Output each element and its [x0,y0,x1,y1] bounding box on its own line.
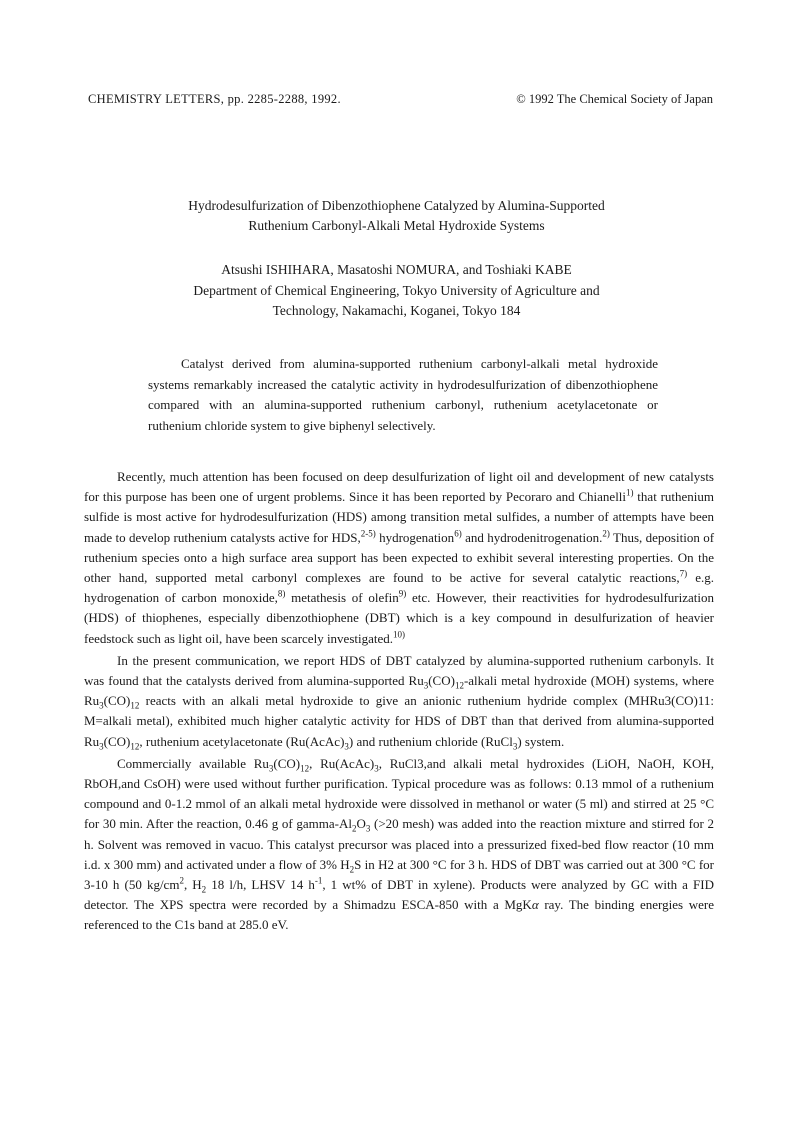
ref-marker: 2-5) [360,528,376,539]
paragraph-3: Commercially available $Ru_3(CO)_{12}$, $Ru(AcAc)_3$, RuCl3,and alkali metal hydroxides (LiOH, NaOH, KOH, RbOH,and CsOH) were used without further purification. Typical procedure was as follows: 0.13 mmol of a ruthenium compound and 0-1.2 mmol of an alkali metal hydroxide were dissolved in methanol or water (5 ml) and stirred at 25 °C for 30 min. After the reaction, 0.46 g of gamma-$Al_2O_3$ (>20 mesh) was added into the reaction mixture and stirred for 2 h. Solvent was removed in vacuo. This catalyst precursor was placed into a pressurized fixed-bed flow reactor (10 mm i.d. x 300 mm) and activated under a flow of 3% $H_2S$ in H2 at 300 °C for 3 h. HDS of DBT was carried out at 300 °C for 3-10 h (50 $kg/cm^2$, $H_2$ 18 l/h, LHSV 14 $h^{-1}$, 1 wt% of DBT in xylene). Products were analyzed by GC with a FID detector. The XPS spectra were recorded by a Shimadzu ESCA-850 with a MgKα ray. The binding energies were referenced to the C1s band at 285.0 eV. [84,755,714,933]
ref-marker: 1) [626,487,634,498]
affiliation-line-1: Department of Chemical Engineering, Tokyo University of Agriculture and [193,282,600,298]
ref-marker: 10) [393,629,406,640]
journal-citation: CHEMISTRY LETTERS, pp. 2285-2288, 1992. [88,92,341,106]
title-line-2: Ruthenium Carbonyl-Alkali Metal Hydroxide Systems [248,218,545,233]
alpha-symbol: α [531,897,539,913]
copyright-notice: © 1992 The Chemical Society of Japan [516,92,713,106]
paragraph-2: In the present communication, we report HDS of DBT catalyzed by alumina-supported ruthenium carbonyls. It was found that the catalysts derived from alumina-supported $Ru_3(CO)_{12}$-alkali metal hydroxide (MOH) systems, where $Ru_3(CO)_{12}$ reacts with an alkali metal hydroxide to give an anionic ruthenium hydride complex (MHRu3(CO)11: M=alkali metal), exhibited much higher catalytic activity for HDS of DBT than that derived from alumina-supported $Ru_3(CO)_{12}$, ruthenium acetylacetonate $(Ru(AcAc)_3)$ and ruthenium chloride (RuCl$_3$) system. [84,652,714,752]
ref-marker: 9) [398,588,407,599]
body-text [84,467,714,938]
page-header [88,92,713,110]
ref-marker: 6) [454,528,462,539]
ref-marker: 2) [602,528,610,539]
author-block [0,260,793,322]
author-names: Atsushi ISHIHARA, Masatoshi NOMURA, and Toshiaki KABE [221,262,572,277]
paper-title [0,196,793,236]
ref-marker: 7) [679,568,688,579]
paragraph-1: Recently, much attention has been focused on deep desulfurization of light oil and development of new catalysts for this purpose has been one of urgent problems. Since it has been reported by Pecoraro and Chianelli$^{1)}$ that ruthenium sulfide is most active for hydrodesulfurization (HDS) among transition metal sulfides, a number of attempts have been made to develop ruthenium catalysts active for HDS,$^{2-5)}$ hydrogenation$^{6)}$ and hydrodenitrogenation.$^{2)}$ Thus, deposition of ruthenium species onto a high surface area support has been expected to exhibit several interesting properties. On the other hand, supported metal carbonyl complexes are found to be active for several catalytic reactions,$^{7)}$ e.g. hydrogenation of carbon monoxide,$^{8)}$ metathesis of olefin$^{9)}$ etc. However, their reactivities for hydrodesulfurization (HDS) of thiophenes, especially dibenzothiophene (DBT) which is a key compound in desulfurization of heavier feedstock such as light oil, have been scarcely investigated.$^{10)}$ [84,469,715,646]
ref-marker: 8) [277,588,286,599]
title-line-1: Hydrodesulfurization of Dibenzothiophene Catalyzed by Alumina-Supported [188,198,605,213]
affiliation-line-2: Technology, Nakamachi, Koganei, Tokyo 184 [272,303,521,318]
abstract: Catalyst derived from alumina-supported ruthenium carbonyl-alkali metal hydroxide systems remarkably increased the catalytic activity in hydrodesulfurization of dibenzothiophene compared with an alumina-supported ruthenium carbonyl, ruthenium acetylacetonate or ruthenium chloride system to give biphenyl selectively. [148,356,658,433]
